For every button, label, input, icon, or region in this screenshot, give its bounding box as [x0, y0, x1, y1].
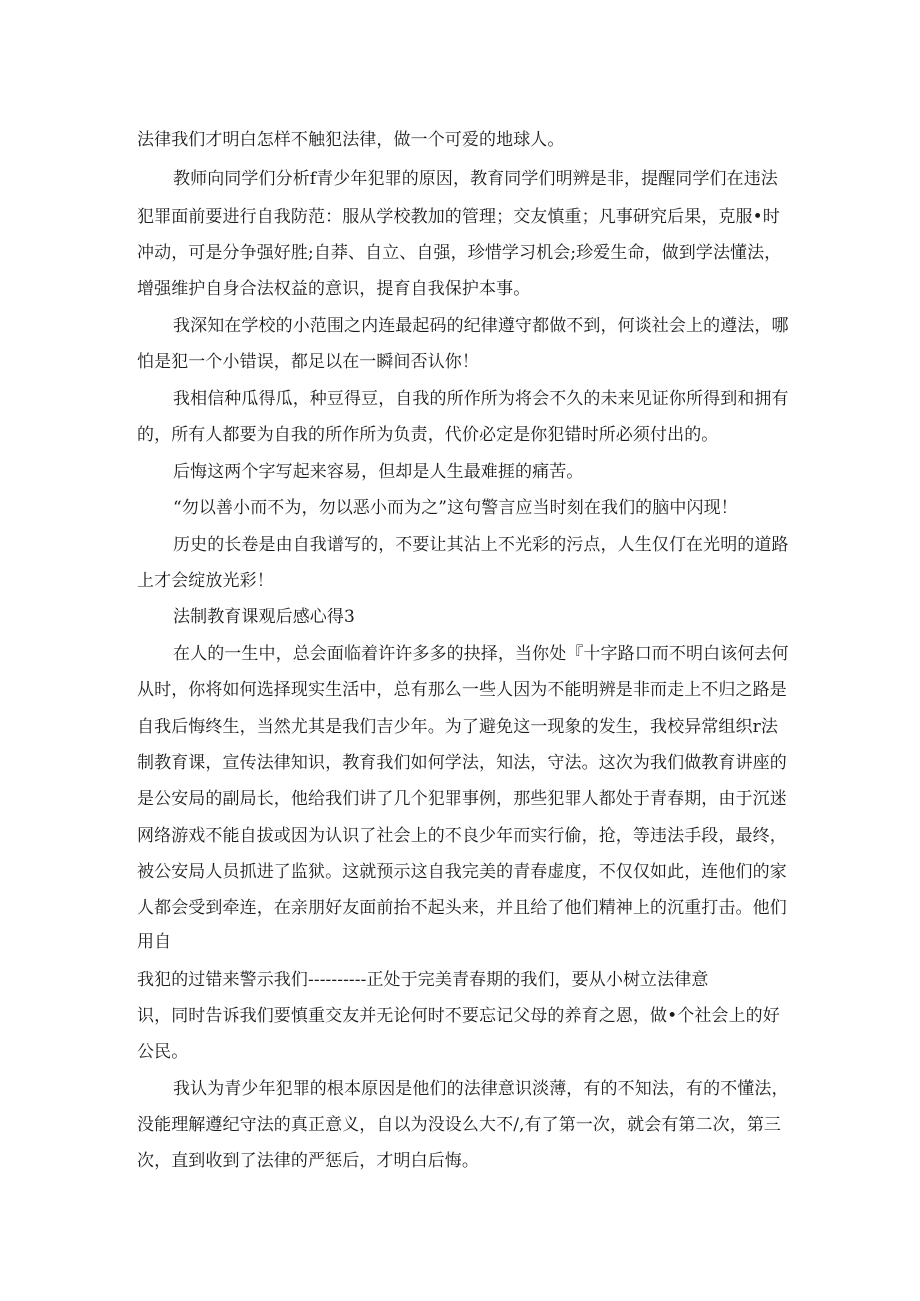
- text-line: 增强维护自身合法权益的意识，提育自我保护本事。: [137, 279, 531, 299]
- text-line: 自我后悔终生，当然尤其是我们吉少年。为了避免这一现象的发生，我校异常组织r法: [137, 717, 778, 737]
- section-heading: 法制教育课观后感心得3: [173, 607, 355, 627]
- text-line: 后悔这两个字写起来容易，但却是人生最难捱的痛苦。: [173, 462, 584, 482]
- text-line: 没能理解遵纪守法的真正意义，自以为没设么大不/,有了第一次，就会有第二次，第三: [137, 1115, 782, 1135]
- text-line: 在人的一生中，总会面临着许许多多的抉择，当你处『十字路口而不明白该何去何: [173, 644, 789, 664]
- text-line: “勿以善小而不为，勿以恶小而为之”这句警言应当时刻在我们的脑中闪现！: [173, 498, 738, 518]
- text-line: 的，所有人都要为自我的所作所为负责，代价必定是你犯错时所必须付出的。: [137, 425, 719, 445]
- text-line: 我相信种瓜得瓜，种豆得豆，自我的所作所为将会不久的未来见证你所得到和拥有: [173, 389, 789, 409]
- text-line: 我犯的过错来警示我们----------正处于完美青春期的我们，要从小树立法律意: [137, 970, 709, 990]
- text-line: 被公安局人员抓进了监狱。这就预示这自我完美的青春虚度，不仅仅如此，连他们的家: [137, 862, 787, 882]
- text-line: 冲动，可是分争强好胜;自莽、自立、自强，珍惜学习机会;珍爱生命，做到学法懂法，: [137, 243, 782, 263]
- text-line: 教师向同学们分析f青少年犯罪的原因，教育同学们明辨是非，提醒同学们在违法: [173, 169, 778, 189]
- text-line: 次，直到收到了法律的严惩后，才明白后悔。: [137, 1151, 479, 1171]
- text-line: 历史的长卷是由自我谱写的，不要让其沾上不光彩的污点，人生仅仃在光明的道路: [173, 535, 789, 555]
- text-line: 是公安局的副局长，他给我们讲了几个犯罪事例，那些犯罪人都处于青春期，由于沉迷: [137, 789, 787, 809]
- text-line: 识，同时告诉我们要慎重交友并无论何时不要忘记父母的养育之恩，做•个社会上的好: [137, 1006, 780, 1026]
- text-line: 从时，你将如何选择现实生活中，总有那么一些人因为不能明辨是非而走上不归之路是: [137, 680, 787, 700]
- text-line: 我深知在学校的小范围之内连最起码的纪律遵守都做不到，何谈社会上的遵法，哪: [173, 316, 789, 336]
- text-line: 制教育课，宣传法律知识，教育我们如何学法，知法，守法。这次为我们做教育讲座的: [137, 753, 787, 773]
- text-line: 人都会受到牵连，在亲朋好友面前抬不起头来，并且给了他们精神上的沉重打击。他们: [137, 898, 787, 918]
- text-line: 我认为青少年犯罪的根本原因是他们的法律意识淡薄，有的不知法，有的不懂法，: [173, 1079, 789, 1099]
- text-line: 上才会绽放光彩！: [137, 571, 274, 591]
- text-line: 网络游戏不能自拔或因为认识了社会上的不良少年而实行偷，抢，等违法手段，最终，: [137, 826, 787, 846]
- text-line: 用自: [137, 932, 172, 952]
- text-line: 怕是犯一个小错误，都足以在一瞬间否认你！: [137, 352, 479, 372]
- text-line: 法律我们才明白怎样不触犯法律，做一个可爱的地球人。: [137, 130, 565, 150]
- text-line: 公民。: [137, 1042, 189, 1062]
- text-line: 犯罪面前要进行自我防范：服从学校教加的管理；交友慎重；凡事研究后果，克服•时: [137, 207, 780, 227]
